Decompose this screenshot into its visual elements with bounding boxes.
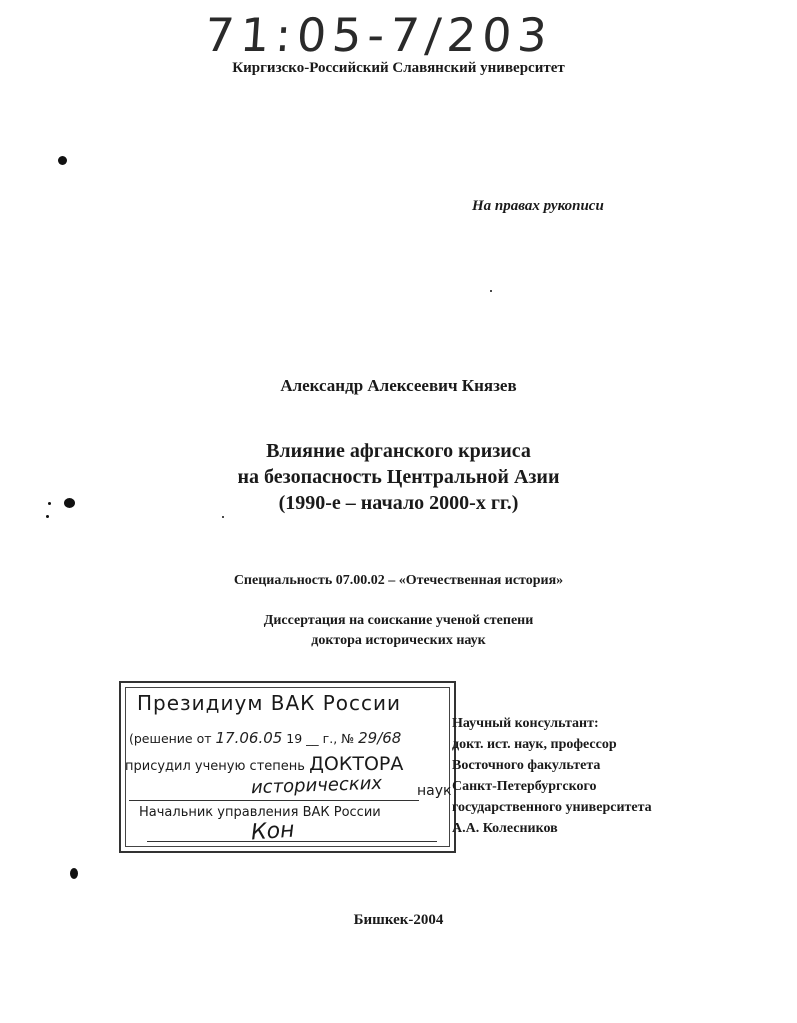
archive-code-handwritten: 71:05-7/203 [203,8,555,62]
scan-speck [46,515,49,518]
scan-speck [70,868,78,879]
stamp-title: Президиум ВАК России [137,691,402,715]
city-year: Бишкек-2004 [353,912,444,928]
stamp-signature: Кон [250,817,296,846]
consultant-name: А.А. Колесников [452,821,558,836]
manuscript-rights: На правах рукописи [472,198,604,214]
vak-stamp [119,681,456,853]
scan-speck [222,516,224,518]
dissertation-line-1: Диссертация на соискание ученой степени [263,613,534,628]
specialty: Специальность 07.00.02 – «Отечественная история» [233,573,564,588]
stamp-decision-year: 19 __ г., № [286,731,355,746]
consultant-label: Научный консультант: [452,716,599,731]
consultant-block [452,713,652,839]
stamp-awarded-degree: ДОКТОРА [309,753,404,775]
stamp-head-label: Начальник управления ВАК России [139,805,381,820]
stamp-awarded [125,753,403,775]
stamp-decision-date: 17.06.05 [215,729,283,747]
consultant-degree: докт. ист. наук, профессор [452,737,617,752]
university-name: Киргизско-Российский Славянский университет [232,60,565,76]
scan-speck [58,156,67,165]
scan-speck [490,290,492,292]
consultant-university-1: Санкт-Петербургского [452,779,597,794]
stamp-decision-number: 29/68 [358,729,402,747]
author-name: Александр Алексеевич Князев [280,376,517,395]
title-line-3: (1990-е – начало 2000-х гг.) [278,492,519,514]
title-line-1: Влияние афганского кризиса [266,440,531,462]
stamp-decision-prefix: (решение от [129,731,212,746]
stamp-field-line [129,800,419,801]
consultant-faculty: Восточного факультета [452,758,601,773]
scan-speck [48,502,51,505]
stamp-field-handwritten: исторических [250,772,383,799]
stamp-awarded-prefix: присудил ученую степень [125,759,305,774]
stamp-decision [129,729,401,747]
dissertation-line-2: доктора исторических наук [311,633,486,648]
stamp-field-suffix: наук [417,783,452,799]
title-line-2: на безопасность Центральной Азии [237,466,560,488]
scan-speck [64,498,75,508]
consultant-university-2: государственного университета [452,800,652,815]
stamp-signature-line [147,841,437,842]
